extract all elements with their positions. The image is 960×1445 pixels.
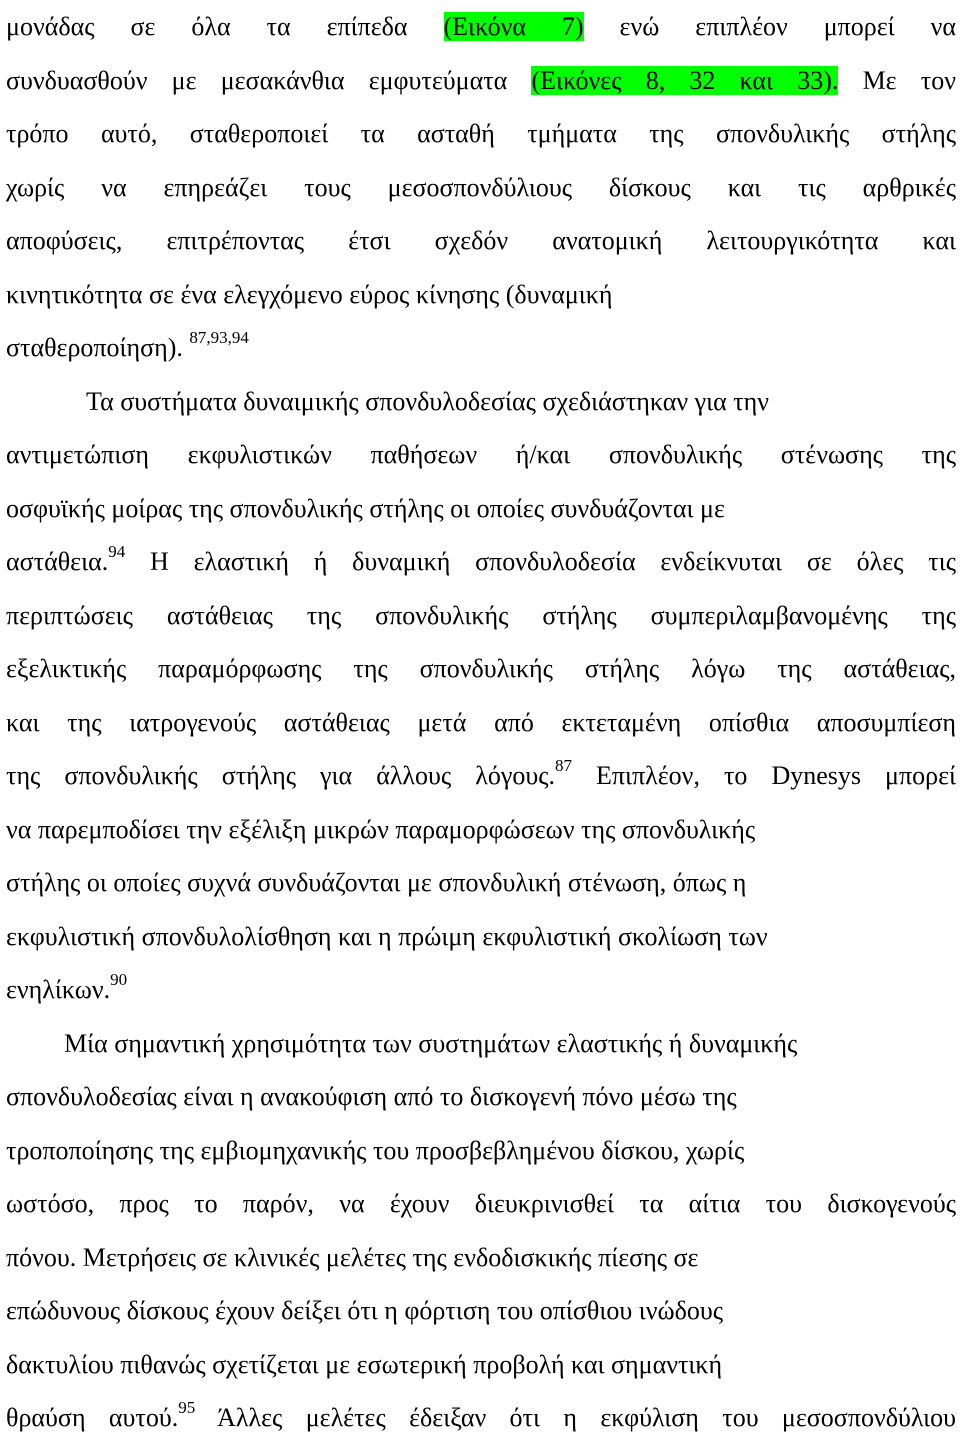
citation-superscript: 87,93,94 — [189, 328, 249, 347]
text-line: σπονδυλοδεσίας είναι η ανακούφιση από το δισκογενή πόνο μέσω της — [6, 1082, 737, 1111]
document-page — [6, 0, 956, 1445]
citation-superscript: 94 — [108, 542, 126, 561]
figure-reference-highlight: (Εικόνα 7) — [443, 12, 584, 41]
text-line: εξελικτικής παραμόρφωσης της σπονδυλικής στήλης λόγω της αστάθειας, — [6, 654, 956, 683]
text-line: να παρεμποδίσει την εξέλιξη μικρών παραμορφώσεων της σπονδυλικής — [6, 814, 756, 844]
figure-reference-highlight: (Εικόνες 8, 32 και 33). — [531, 65, 839, 95]
text-line: Τα συστήματα δυναιμικής σπονδυλοδεσίας σχεδιάστηκαν για την — [86, 386, 770, 416]
text-line: ωστόσο, προς το παρόν, να έχουν διευκρινισθεί τα αίτια του δισκογενούς — [6, 1189, 956, 1218]
text-line: κινητικότητα σε ένα ελεγχόμενο εύρος κίνησης (δυναμική — [6, 279, 613, 309]
text-line: οσφυϊκής μοίρας της σπονδυλικής στήλης οι οποίες συνδυάζονται με — [6, 493, 725, 523]
text-line: ενηλίκων.$^{90}$ — [6, 970, 128, 1004]
text-line: τρόπο αυτό, σταθεροποιεί τα ασταθή τμήματα της σπονδυλικής στήλης — [6, 119, 956, 148]
text-line: στήλης οι οποίες συχνά συνδυάζονται με σπονδυλική στένωση, όπως η — [6, 868, 747, 897]
text-line: μονάδας σε όλα τα επίπεδα (Εικόνα 7) ενώ επιπλέον μπορεί να — [6, 12, 956, 41]
citation-superscript: 90 — [110, 970, 128, 989]
citation-superscript: 87 — [555, 756, 572, 775]
text-line: χωρίς να επηρεάζει τους μεσοσπονδύλιους δίσκους και τις αρθρικές — [6, 172, 956, 202]
text-line: πόνου. Μετρήσεις σε κλινικές μελέτες της ενδοδισκικής πίεσης σε — [6, 1242, 699, 1272]
text-line: αντιμετώπιση εκφυλιστικών παθήσεων ή/και σπονδυλικής στένωσης της — [6, 440, 956, 469]
text-line: τροποποίησης της εμβιομηχανικής του προσβεβλημένου δίσκου, χωρίς — [6, 1135, 745, 1165]
text-line: συνδυασθούν με μεσακάνθια εμφυτεύματα (Εικόνες 8, 32 και 33). Με τον — [6, 65, 956, 95]
paragraph-3 — [6, 1017, 956, 1445]
text-line: αστάθεια.$^{94}$ Η ελαστική ή δυναμική σπονδυλοδεσία ενδείκνυται σε όλες τις — [6, 542, 956, 576]
paragraph-1 — [6, 0, 956, 375]
text-line: Μία σημαντική χρησιμότητα των συστημάτων ελαστικής ή δυναμικής — [64, 1028, 798, 1058]
paragraph-2 — [6, 375, 956, 1017]
text-line: σταθεροποίηση). $^{87,93,94}$ — [6, 328, 249, 362]
text-line: δακτυλίου πιθανώς σχετίζεται με εσωτερική προβολή και σημαντική — [6, 1349, 723, 1379]
citation-superscript: 95 — [178, 1398, 196, 1417]
text-line: αποφύσεις, επιτρέποντας έτσι σχεδόν ανατομική λειτουργικότητα και — [6, 226, 956, 255]
text-line: περιπτώσεις αστάθειας της σπονδυλικής στήλης συμπεριλαμβανομένης της — [6, 600, 956, 630]
text-line: θραύση αυτού.$^{95}$ Άλλες μελέτες έδειξαν ότι η εκφύλιση του μεσοσπονδύλιου — [6, 1398, 956, 1432]
text-line: επώδυνους δίσκους έχουν δείξει ότι η φόρτιση του οπίσθιου ινώδους — [6, 1296, 723, 1325]
text-line: και της ιατρογενούς αστάθειας μετά από εκτεταμένη οπίσθια αποσυμπίεση — [6, 707, 956, 737]
text-line: της σπονδυλικής στήλης για άλλους λόγους.$^{87}$ Επιπλέον, το Dynesys μπορεί — [6, 756, 956, 790]
text-line: εκφυλιστική σπονδυλολίσθηση και η πρώιμη εκφυλιστική σκολίωση των — [6, 921, 768, 951]
